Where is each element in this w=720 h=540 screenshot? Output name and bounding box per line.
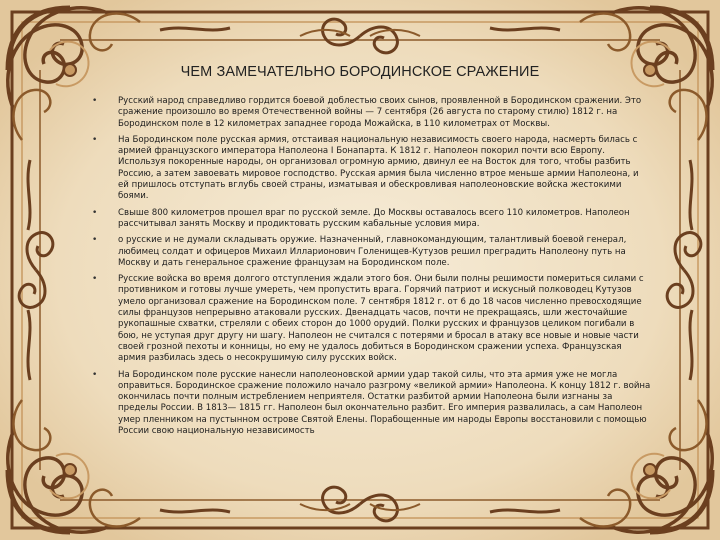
list-item bbox=[92, 96, 652, 130]
list-item bbox=[92, 135, 652, 203]
paragraph-text: На Бородинском поле русская армия, отстаивая национальную независимость своего народа, насмерть билась с армией французского императора Наполеона I Бонапарта. К 1812 г. Наполеон покорил почти всю Европу. Используя покоренные народы, он организовал огромную армию, двинул ее на Восток для того, чтобы разбить Россию, а затем завоевать мировое господство. Русская армия была численно втрое меньше армии Наполеона, и ей пришлось отступать вглубь своей страны, изматывая и обескровливая наполеоновские войска жестокими боями. bbox=[118, 134, 639, 202]
paragraph-text: На Бородинском поле русские нанесли наполеоновской армии удар такой силы, что эта армия уже не могла оправиться. Бородинское сражение положило начало разгрому «великой армии» Наполеона. К концу 1812 г. война окончилась почти полным истреблением неприятеля. Остатки разбитой армии Наполеона были изгнаны за пределы России. В 1813— 1815 гг. Наполеон был окончательно разбит. Его империя развалилась, а сам Наполеон умер пленником на пустынном острове Святой Елены. Порабощенные им народы Европы восстановили с помощью России свою национальную независимость bbox=[118, 369, 651, 437]
list-item bbox=[92, 274, 652, 364]
bullet-icon: • bbox=[92, 274, 98, 285]
paragraph-text: Русский народ справедливо гордится боевой доблестью своих сынов, проявленной в Бородинском сражении. Это сражение произошло во время Отечественной войны — 7 сентября (26 августа по старому стилю) 1812 г. на Бородинском поле в 12 километрах западнее города Можайска, в 110 километрах от Москвы. bbox=[118, 96, 642, 129]
list-item bbox=[92, 208, 652, 231]
bullet-icon: • bbox=[92, 235, 98, 246]
bullet-icon: • bbox=[92, 369, 98, 380]
list-item bbox=[92, 370, 652, 438]
paragraph-text: о русские и не думали складывать оружие. Назначенный, главнокомандующим, талантливый боевой генерал, любимец солдат и офицеров Михаил Илларионович Голенищев-Кутузов решил преградить Наполеону путь на Москву и дать генеральное сражение французам на Бородинском поле. bbox=[118, 235, 627, 268]
bullet-icon: • bbox=[92, 96, 98, 106]
bullet-icon: • bbox=[92, 134, 98, 145]
slide-title: ЧЕМ ЗАМЕЧАТЕЛЬНО БОРОДИНСКОЕ СРАЖЕНИЕ bbox=[180, 64, 540, 80]
paragraph-text: Русские войска во время долгого отступления ждали этого боя. Они были полны решимости помериться силами с противником и готовы лучше умереть, чем пропустить врага. Горячий патриот и искусный полководец Кутузов умело организовал сражение на Бородинском поле. 7 сентября 1812 г. от 6 до 18 часов численно превосходящие силы французов непрерывно атаковали русских. Двенадцать часов, почти не прекращаясь, шли жесточайшие рукопашные схватки, стреляли с обеих сторон до 1000 орудий. Полки русских и французов целиком погибали в бою, не уступая друг другу ни шагу. Наполеон не считался с потерями и бросал в атаку все новые и новые части своей грозной пехоты и конницы, но ему не удалось добиться в Бородинском сражении успеха. Французская армия разбилась здесь о несокрушимую силу русских войск. bbox=[118, 274, 644, 364]
bullet-list bbox=[92, 96, 652, 442]
list-item bbox=[92, 235, 652, 269]
paragraph-text: Свыше 800 километров прошел враг по русской земле. До Москвы оставалось всего 110 километров. Наполеон рассчитывал занять Москву и продиктовать русским кабальные условия мира. bbox=[118, 207, 630, 229]
bullet-icon: • bbox=[92, 207, 98, 218]
